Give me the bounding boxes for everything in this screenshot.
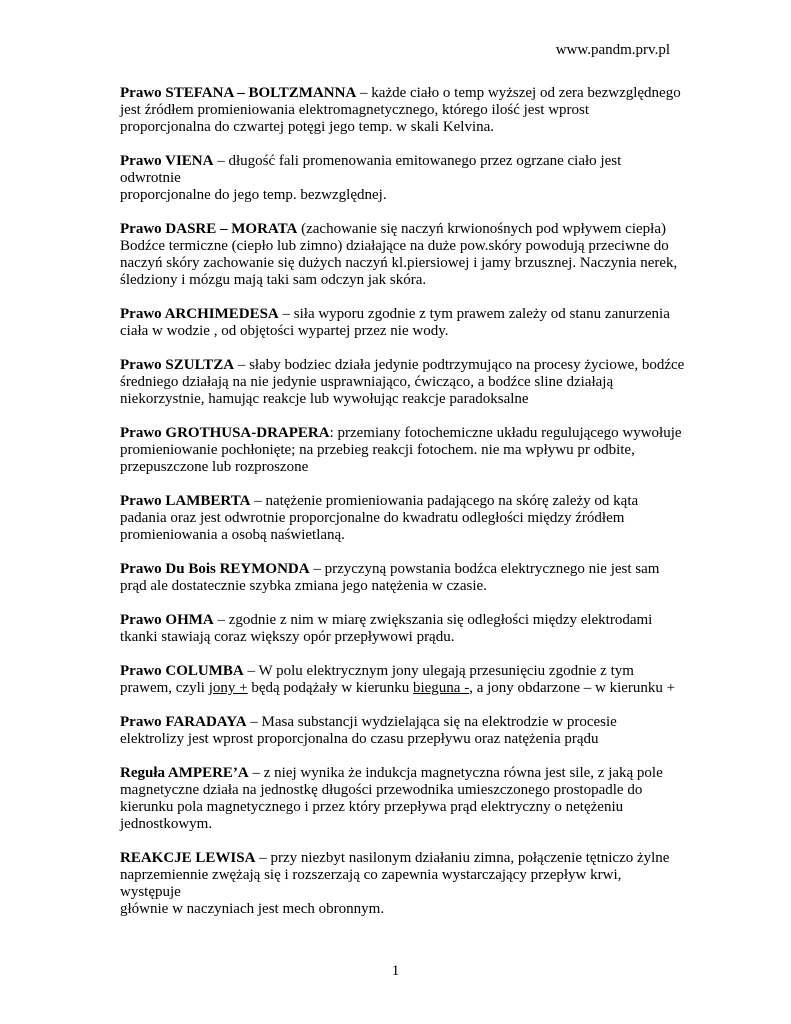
law-text: – W polu elektrycznym jony ulegają przesunięciu zgodnie z tym [243,663,634,679]
paragraph-stefan-boltzmann [120,85,685,136]
law-title: Prawo VIENA [120,153,214,169]
law-text: – zgodnie z nim w miarę zwiększania się odległości między elektrodami [213,612,653,628]
law-title: Reguła AMPERE’A [120,765,249,781]
law-text: – siła wyporu zgodnie z tym prawem zależy od stanu zanurzenia [278,306,670,322]
law-text: śledziony i mózgu mają taki sam odczyn jak skóra. [120,272,427,288]
law-text: , a jony obdarzone – w kierunku + [469,680,676,696]
law-text: jest źródłem promieniowania elektromagnetycznego, którego ilość jest wprost [120,102,590,118]
paragraph-faraday [120,714,685,748]
law-title: Prawo ARCHIMEDESA [120,306,279,322]
law-text: proporcjonalna do czwartej potęgi jego temp. w skali Kelvina. [120,119,495,135]
law-title: Prawo OHMA [120,612,214,628]
law-text: kierunku pola magnetycznego i przez który przepływa prąd elektryczny o netężeniu [120,799,624,815]
law-text: promieniowania a osobą naświetlaną. [120,527,345,543]
underlined-term: jony + [208,680,248,696]
law-text: – przyczyną powstania bodźca elektrycznego nie jest sam [309,561,660,577]
law-text: (zachowanie się naczyń krwionośnych pod wpływem ciepła) [297,221,666,237]
law-title: Prawo LAMBERTA [120,493,251,509]
law-text: naprzemiennie zwężają się i rozszerzają co zapewnia wystarczający przepływ krwi, występuje [120,867,622,900]
law-text: – długość fali promenowania emitowanego przez ogrzane ciało jest odwrotnie [120,153,622,186]
underlined-term: bieguna - [412,680,470,696]
law-text: elektrolizy jest wprost proporcjonalna do czasu przepływu oraz natężenia prądu [120,731,599,747]
law-title: Prawo GROTHUSA-DRAPERA [120,425,330,441]
law-text: przepuszczone lub rozproszone [120,459,309,475]
page-number: 1 [391,963,400,979]
law-text: średniego działają na nie jedynie usprawniająco, ćwicząco, a bodźce sline działają [120,374,614,390]
paragraph-dastre-morat [120,221,685,289]
paragraph-coulomb [120,663,685,697]
law-title: Prawo DASRE – MORATA [120,221,298,237]
law-text: tkanki stawiają coraz większy opór przepływowi prądu. [120,629,455,645]
paragraph-archimedes [120,306,685,340]
law-text: – Masa substancji wydzielająca się na elektrodzie w procesie [246,714,617,730]
law-text: proporcjonalne do jego temp. bezwzględnej. [120,187,387,203]
paragraph-grotthuss-draper [120,425,685,476]
law-text: głównie w naczyniach jest mech obronnym. [120,901,385,917]
law-text: promieniowanie pochłonięte; na przebieg reakcji fotochem. nie ma wpływu pr odbite, [120,442,635,458]
law-text: prawem, czyli [120,680,209,696]
law-text: prąd ale dostatecznie szybka zmiana jego natężenia w czasie. [120,578,487,594]
paragraph-ohm [120,612,685,646]
law-title: Prawo Du Bois REYMONDA [120,561,310,577]
paragraph-schultz [120,357,685,408]
law-title: REAKCJE LEWISA [120,850,256,866]
law-text: – z niej wynika że indukcja magnetyczna równa jest sile, z jaką pole [248,765,663,781]
law-text: Bodźce termiczne (ciepło lub zimno) działające na duże pow.skóry powodują przeciwne do [120,238,669,254]
paragraph-lewis [120,850,685,918]
law-text: jednostkowym. [120,816,213,832]
law-text: będą podążały w kierunku [247,680,413,696]
law-title: Prawo STEFANA – BOLTZMANNA [120,85,357,101]
law-title: Prawo COLUMBA [120,663,244,679]
law-title: Prawo FARADAYA [120,714,247,730]
law-text: : przemiany fotochemiczne układu regulującego wywołuje [329,425,682,441]
paragraph-ampere [120,765,685,833]
paragraph-wien [120,153,685,204]
law-text: niekorzystnie, hamując reakcje lub wywołując reakcje paradoksalne [120,391,529,407]
document-body [120,85,685,935]
law-text: naczyń skóry zachowanie się dużych naczyń kl.piersiowej i jamy brzusznej. Naczynia nerek, [120,255,678,271]
paragraph-du-bois-reymond [120,561,685,595]
law-text: – przy niezbyt nasilonym działaniu zimna, połączenie tętniczo żylne [255,850,670,866]
law-text: padania oraz jest odwrotnie proporcjonalne do kwadratu odległości między źródłem [120,510,625,526]
law-text: – słaby bodziec działa jedynie podtrzymująco na procesy życiowe, bodźce [234,357,685,373]
law-text: magnetyczne działa na jednostkę długości przewodnika umieszczonego prostopadle do [120,782,643,798]
law-text: ciała w wodzie , od objętości wypartej przez nie wody. [120,323,449,339]
law-text: – każde ciało o temp wyższej od zera bezwzględnego [356,85,681,101]
law-text: – natężenie promieniowania padającego na skórę zależy od kąta [250,493,639,509]
paragraph-lambert [120,493,685,544]
header-url: www.pandm.prv.pl [555,42,670,58]
law-title: Prawo SZULTZA [120,357,235,373]
